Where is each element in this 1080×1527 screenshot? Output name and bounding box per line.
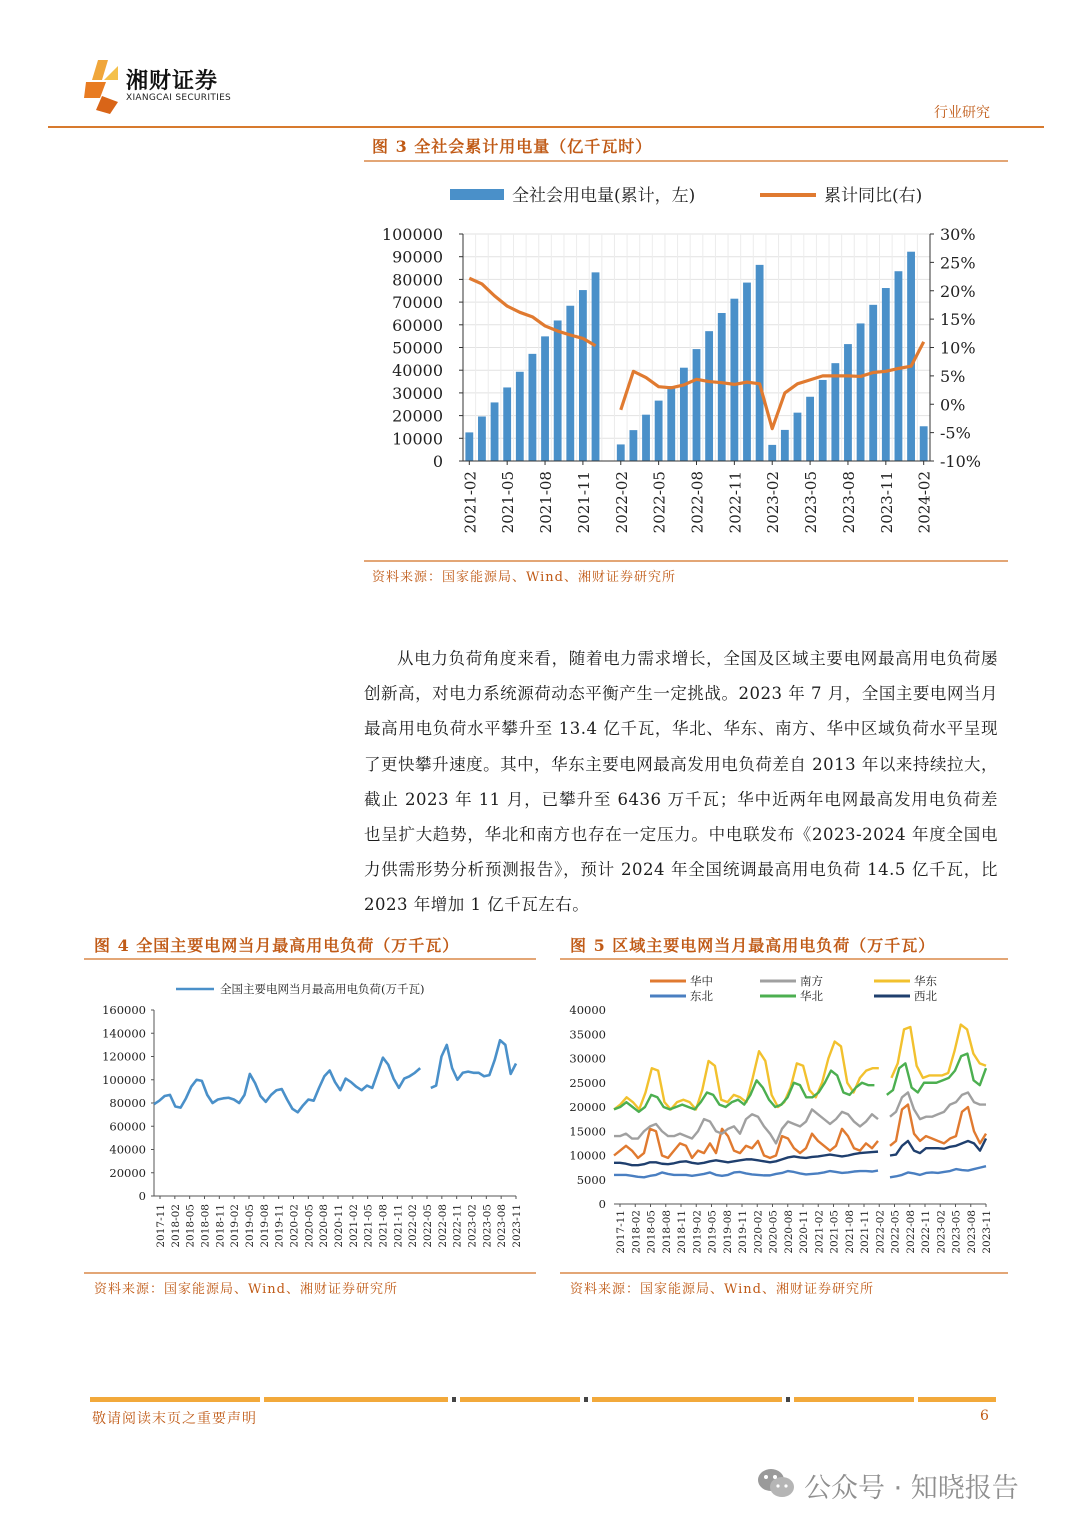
chart3-right-tick-label: -5%	[940, 423, 971, 443]
chart5-line-华中	[614, 1129, 878, 1158]
figure4-source: 资料来源：国家能源局、Wind、湘财证券研究所	[94, 1282, 398, 1297]
chart5-legend-label: 华东	[914, 974, 937, 988]
watermark-text: 公众号 · 知晓报告	[804, 1473, 1019, 1504]
chart5-line-南方	[890, 1092, 986, 1119]
chart5-legend	[650, 974, 937, 1003]
chart3-right-tick-label: 30%	[940, 225, 976, 244]
chart4-x-tick-label: 2023-05	[481, 1204, 494, 1248]
chart5-legend-label: 东北	[690, 989, 713, 1003]
chart4-x-tick-label: 2021-11	[392, 1204, 405, 1248]
figure3-source-rule	[364, 560, 1008, 562]
chart5-legend-label: 华北	[800, 989, 823, 1003]
chart3-x-tick-label: 2022-11	[726, 471, 745, 534]
figure4-source-rule	[84, 1272, 536, 1274]
chart4-y-tick-label: 80000	[109, 1096, 146, 1110]
chart4-legend	[176, 982, 424, 996]
figure3-title: 图 3 全社会累计用电量（亿千瓦时）	[372, 137, 653, 156]
chart3-bar	[882, 288, 890, 461]
chart5-x-tick-label: 2023-02	[935, 1210, 948, 1254]
chart3-x-tick-label: 2022-02	[612, 471, 631, 534]
chart4-x-tick-label: 2022-11	[451, 1204, 464, 1248]
chart4-y-tick-label: 120000	[102, 1049, 146, 1064]
chart5-line-东北	[890, 1166, 986, 1177]
chart4-x-tick-label: 2023-08	[496, 1204, 509, 1248]
chart5-y-tick-label: 20000	[569, 1100, 606, 1114]
chart4-x-tick-label: 2019-11	[273, 1204, 286, 1248]
chart3-right-tick-label: -10%	[940, 452, 981, 471]
chart4-x-tick-label: 2019-02	[229, 1204, 242, 1248]
chart5-y-tick-label: 40000	[569, 1003, 606, 1017]
chart3-bar	[693, 349, 701, 461]
chart3-bar	[743, 283, 751, 461]
chart3-bar	[730, 299, 738, 461]
chart3-left-tick-label: 80000	[392, 270, 443, 290]
chart3-x-tick-label: 2023-11	[877, 471, 896, 534]
chart5-y-tick-label: 35000	[569, 1027, 606, 1042]
chart3-x-tick-label: 2021-05	[499, 471, 518, 534]
chart3-bar	[554, 320, 562, 461]
chart4-x-tick-label: 2017-11	[155, 1204, 167, 1248]
chart3-bar	[781, 430, 789, 461]
chart5-x-tick-label: 2021-05	[828, 1210, 841, 1254]
chart3-x-tick-label: 2023-08	[839, 471, 858, 534]
chart5-x-tick-label: 2018-02	[630, 1210, 643, 1254]
chart4-x-tick-label: 2018-11	[214, 1204, 227, 1248]
chart4-legend-label: 全国主要电网当月最高用电负荷(万千瓦)	[220, 982, 425, 996]
wechat-icon	[756, 1466, 796, 1500]
chart4-x-tick-label: 2018-05	[184, 1204, 197, 1248]
chart3-bar	[857, 323, 865, 461]
chart3-bar	[529, 354, 537, 461]
chart3-x-tick-label: 2024-02	[915, 471, 934, 534]
figure3-chart	[364, 168, 1008, 558]
chart5-x-tick-label: 2019-02	[691, 1210, 704, 1254]
chart3-bar	[768, 445, 776, 461]
chart3-right-tick-label: 15%	[940, 310, 976, 330]
chart3-legend-line-label: 累计同比(右)	[824, 186, 923, 206]
chart5-x-tick-label: 2021-02	[813, 1210, 826, 1254]
chart5-x-tick-label: 2018-11	[676, 1210, 688, 1254]
chart4-y-tick-label: 0	[138, 1189, 146, 1203]
chart4-load-line	[431, 1040, 516, 1088]
company-name-en: XIANGCAI SECURITIES	[126, 93, 232, 103]
chart3-legend-bar-swatch	[450, 189, 504, 200]
chart5-x-tick-label: 2020-11	[798, 1210, 810, 1254]
chart5-x-tick-label: 2018-08	[660, 1210, 673, 1254]
chart5-y-tick-label: 5000	[576, 1172, 606, 1187]
chart5-line-华北	[887, 1054, 986, 1095]
page-number: 6	[980, 1408, 989, 1424]
chart3-bar	[869, 305, 877, 461]
chart4-y-tick-label: 40000	[109, 1142, 146, 1157]
chart3-bar	[794, 413, 802, 461]
chart5-line-东北	[614, 1171, 878, 1178]
chart4-x-tick-label: 2022-05	[422, 1204, 434, 1248]
chart3-bar	[465, 432, 473, 461]
chart5-y-tick-label: 25000	[569, 1075, 606, 1090]
chart3-legend-bar-label: 全社会用电量(累计，左)	[512, 186, 696, 206]
chart5-x-tick-label: 2022-11	[920, 1210, 932, 1254]
figure3-source: 资料来源：国家能源局、Wind、湘财证券研究所	[372, 570, 676, 585]
chart5-legend-label: 南方	[800, 974, 823, 988]
chart4-x-tick-label: 2021-02	[347, 1204, 360, 1248]
chart4-x-tick-label: 2020-02	[288, 1204, 301, 1248]
chart3-x-tick-label: 2023-05	[802, 471, 821, 534]
chart3-bar	[667, 386, 675, 461]
chart5-line-西北	[614, 1152, 878, 1166]
chart3-bar	[503, 387, 511, 461]
chart5-x-tick-label: 2018-05	[645, 1210, 658, 1254]
chart4-x-tick-label: 2019-05	[244, 1204, 256, 1248]
xiangcai-logo-icon	[84, 58, 120, 116]
chart4-x-tick-label: 2023-11	[511, 1204, 523, 1248]
chart4-x-tick-label: 2020-05	[303, 1204, 316, 1248]
chart3-bar	[819, 380, 827, 461]
figure5-chart	[560, 966, 1008, 1270]
footer-stripe	[90, 1397, 996, 1402]
chart5-x-tick-label: 2019-05	[706, 1210, 719, 1254]
chart5-x-tick-label: 2017-11	[615, 1210, 627, 1254]
chart5-line-华中	[890, 1105, 986, 1146]
chart5-legend-label: 华中	[690, 974, 713, 988]
chart3-x-tick-label: 2022-05	[650, 471, 669, 534]
chart3-x-tick-label: 2021-02	[461, 471, 480, 534]
figure4-chart	[84, 966, 536, 1270]
chart3-bar	[642, 415, 650, 461]
figure3-title-rule	[364, 160, 1008, 162]
chart3-right-tick-label: 20%	[940, 281, 976, 301]
chart3-bar	[592, 272, 600, 461]
chart3-bar	[491, 402, 499, 461]
chart3-left-tick-label: 100000	[381, 225, 443, 244]
chart3-bar	[756, 265, 764, 461]
chart3-bar	[541, 336, 549, 461]
chart3-right-tick-label: 0%	[940, 395, 966, 415]
chart4-x-tick-label: 2021-08	[377, 1204, 390, 1248]
section-label: 行业研究	[934, 105, 990, 121]
chart3-x-tick-label: 2021-11	[574, 471, 593, 534]
chart3-left-tick-label: 70000	[392, 293, 443, 313]
chart5-legend-label: 西北	[914, 989, 937, 1003]
chart3-bar	[680, 368, 688, 461]
figure4-title: 图 4 全国主要电网当月最高用电负荷（万千瓦）	[94, 936, 460, 955]
chart5-y-tick-label: 15000	[569, 1124, 606, 1139]
chart4-axes	[102, 1003, 523, 1248]
chart3-bar	[718, 313, 726, 461]
chart3-legend	[450, 186, 922, 206]
chart5-x-tick-label: 2022-08	[904, 1210, 917, 1254]
chart3-bar	[617, 444, 625, 461]
chart3-bar	[895, 271, 903, 461]
chart3-right-tick-label: 10%	[940, 338, 976, 358]
footer-notice: 敬请阅读末页之重要声明	[92, 1411, 257, 1427]
body-paragraph: 从电力负荷角度来看，随着电力需求增长，全国及区域主要电网最高用电负荷屡创新高，对电力系统源荷动态平衡产生一定挑战。2023 年 7 月，全国主要电网当月最高用电负荷水平攀升至 13.4 亿千瓦，华北、华东、南方、华中区域负荷水平呈现了更快攀升速度。其中，华东主要电网最高发用电负荷差自 2013 年以来持续拉大，截止 2023 年 11 月，已攀升至 6436 万千瓦；华中近两年电网最高发用电负荷差也呈扩大趋势，华北和南方也存在一定压力。中电联发布《2023-2024 年度全国电力供需形势分析预测报告》，预计 2024 年全国统调最高用电负荷 14.5 亿千瓦，比 2023 年增加 1 亿千瓦左右。	[364, 649, 998, 915]
chart5-x-tick-label: 2019-08	[721, 1210, 734, 1254]
chart3-bar	[516, 372, 524, 461]
chart4-line	[154, 1040, 516, 1112]
company-name-cn: 湘财证券	[126, 69, 219, 94]
chart5-x-tick-label: 2020-08	[782, 1210, 795, 1254]
chart3-x-tick-label: 2023-02	[764, 471, 783, 534]
chart3-left-tick-label: 50000	[392, 338, 443, 358]
chart5-x-tick-label: 2021-08	[843, 1210, 856, 1254]
chart5-x-tick-label: 2020-05	[767, 1210, 780, 1254]
chart5-x-tick-label: 2020-02	[752, 1210, 765, 1254]
chart3-left-tick-label: 20000	[392, 406, 443, 426]
chart4-y-tick-label: 140000	[102, 1026, 146, 1041]
figure5-source-rule	[560, 1272, 1008, 1274]
chart3-left-tick-label: 40000	[392, 361, 443, 381]
chart3-bar	[831, 363, 839, 461]
chart4-x-tick-label: 2020-11	[333, 1204, 345, 1248]
chart3-bar	[629, 430, 637, 461]
chart5-y-tick-label: 30000	[569, 1051, 606, 1066]
chart4-x-tick-label: 2018-02	[169, 1204, 182, 1248]
chart3-bar	[478, 417, 486, 461]
chart3-bar	[844, 344, 852, 461]
chart4-load-line	[154, 1058, 420, 1113]
chart5-x-tick-label: 2023-05	[950, 1210, 963, 1254]
chart3-right-tick-label: 25%	[940, 253, 976, 273]
chart3-bar	[806, 397, 814, 461]
chart5-y-tick-label: 0	[598, 1197, 606, 1211]
chart3-left-tick-label: 0	[432, 452, 443, 471]
chart4-x-tick-label: 2021-05	[362, 1204, 375, 1248]
chart3-bar	[655, 401, 663, 461]
chart4-x-tick-label: 2018-08	[199, 1204, 212, 1248]
chart4-y-tick-label: 20000	[109, 1165, 146, 1180]
figure5-title: 图 5 区域主要电网当月最高用电负荷（万千瓦）	[570, 936, 936, 955]
chart3-x-tick-label: 2022-08	[688, 471, 707, 534]
chart3-bars	[465, 252, 927, 461]
chart3-left-tick-label: 90000	[392, 247, 443, 267]
figure4-title-rule	[84, 958, 536, 960]
header-divider	[48, 126, 1044, 128]
chart4-x-tick-label: 2019-08	[258, 1204, 271, 1248]
chart3-right-tick-label: 5%	[940, 366, 966, 386]
chart3-left-tick-label: 30000	[392, 383, 443, 403]
chart4-x-tick-label: 2022-08	[436, 1204, 449, 1248]
chart5-lines	[614, 1025, 986, 1178]
chart5-x-tick-label: 2022-05	[889, 1210, 902, 1254]
chart3-left-tick-label: 10000	[392, 429, 443, 449]
chart5-y-tick-label: 10000	[569, 1148, 606, 1163]
chart5-x-tick-label: 2023-08	[965, 1210, 978, 1254]
chart5-x-tick-label: 2019-11	[737, 1210, 749, 1254]
chart3-left-tick-label: 60000	[392, 315, 443, 335]
chart3-bar	[705, 331, 713, 461]
chart4-y-tick-label: 60000	[109, 1119, 146, 1134]
chart5-x-tick-label: 2023-11	[981, 1210, 993, 1254]
chart4-y-tick-label: 160000	[102, 1003, 146, 1017]
chart3-bar	[920, 426, 928, 461]
chart3-bar	[907, 252, 915, 461]
chart5-line-华北	[614, 1071, 874, 1112]
figure5-source: 资料来源：国家能源局、Wind、湘财证券研究所	[570, 1282, 874, 1297]
chart3-bar	[579, 290, 587, 461]
chart4-x-tick-label: 2020-08	[318, 1204, 331, 1248]
chart3-bar	[566, 306, 574, 461]
chart4-y-tick-label: 100000	[102, 1072, 146, 1087]
chart4-x-tick-label: 2023-02	[466, 1204, 479, 1248]
chart4-x-tick-label: 2022-02	[407, 1204, 420, 1248]
chart3-x-tick-label: 2021-08	[537, 471, 556, 534]
chart5-x-tick-label: 2022-02	[874, 1210, 887, 1254]
figure5-title-rule	[560, 958, 1008, 960]
chart5-x-tick-label: 2021-11	[859, 1210, 871, 1254]
